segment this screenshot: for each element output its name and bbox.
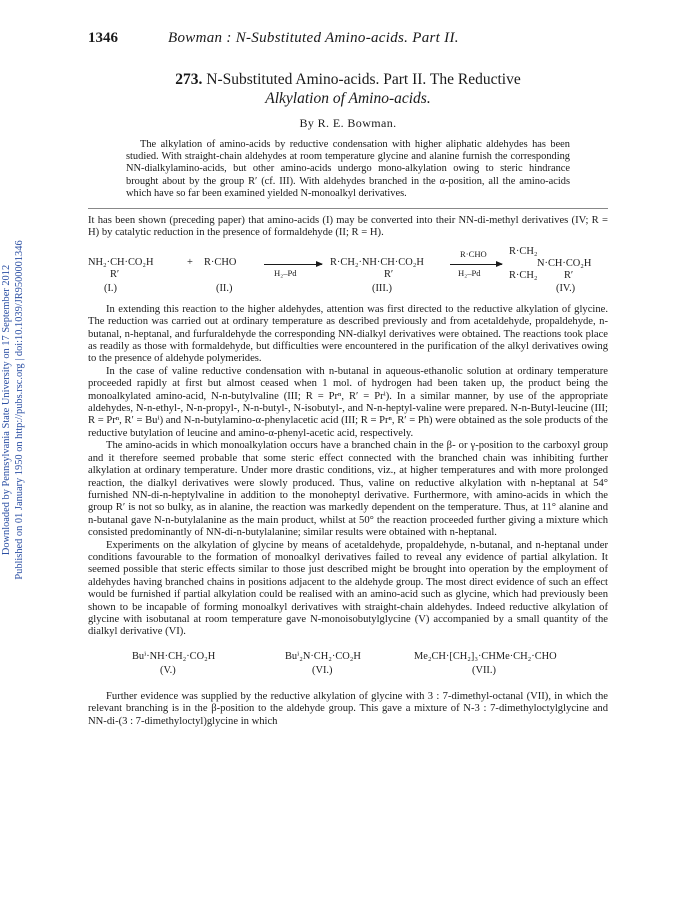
label-ii: (II.) bbox=[216, 282, 233, 294]
compound-ii: R·CHO bbox=[204, 256, 237, 268]
compound-iv-top: R·CH₂ bbox=[509, 245, 538, 257]
divider bbox=[88, 208, 608, 209]
catalyst-1: H₂–Pd bbox=[274, 267, 297, 278]
compound-iv-main: N·CH·CO₂H bbox=[537, 257, 592, 269]
article-number: 273. bbox=[175, 71, 203, 88]
paragraph-1: In extending this reaction to the higher aldehydes, attention was first directed to the reductive alkylation of glycine. The reduction was carried out at ordinary temperature as described previously and from acetaldehyde, propaldehyde, n-butanal, n-heptanal, and furfuraldehyde the corresponding NN-dialkyl derivatives were obtained. The reactions took place as readily as those with formaldehyde, but difficulties were encountered in the purification of the alkyl derivatives owing to the presence of aldehyde polymerides. bbox=[88, 303, 608, 365]
formulae-row bbox=[88, 645, 608, 685]
paragraph-4: Experiments on the alkylation of glycine by means of acetaldehyde, propaldehyde, n-butanal, and n-heptanal under conditions favourable to the formation of monoalkyl derivatives failed to reveal any evidence of partial alkylation. It seemed possible that steric effects similar to those just described might be brought into operation by the employment of aldehydes having branched chains in positions adjacent to the aldehyde group. The most direct evidence of such an effect would be furnished if partial alkylation could be realised with an amino-acid such as glycine, which had previously been shown to be incapable of forming monoalkyl derivatives with straight-chain aldehydes. Indeed reductive alkylation of glycine with isobutanal at room temperature gave N-monoisobutylglycine (V) accompanied by a small quantity of the dialkyl derivative (VI). bbox=[88, 539, 608, 638]
paragraph-5: Further evidence was supplied by the reductive alkylation of glycine with 3 : 7-dimethyl-octanal (VII), in which the relevant branching is in the β-position to the aldehyde group. This gave a mixture of N-3 : 7-dimethyloctylglycine and NN-di-(3 : 7-dimethyloctyl)glycine in which bbox=[88, 690, 608, 727]
reaction-arrow-1 bbox=[264, 264, 322, 265]
label-iv: (IV.) bbox=[556, 282, 576, 294]
compound-iv-substituent: R′ bbox=[564, 269, 574, 281]
plus-sign: + bbox=[187, 256, 193, 268]
reaction-arrow-2 bbox=[450, 264, 502, 265]
compound-iii-substituent: R′ bbox=[384, 268, 394, 280]
running-head bbox=[88, 30, 608, 56]
label-v: (V.) bbox=[160, 664, 176, 676]
download-watermark bbox=[0, 190, 42, 630]
formula-vi: Buⁱ₂N·CH₂·CO₂H bbox=[285, 650, 361, 662]
article-title-text-2: Alkylation of Amino-acids. bbox=[265, 90, 431, 107]
article-title-line-1 bbox=[88, 70, 608, 89]
publication-notice[interactable]: Published on 01 January 1950 on http://pubs.rsc.org | doi:10.1039/JR9500001346 bbox=[14, 240, 25, 580]
label-iii: (III.) bbox=[372, 282, 392, 294]
compound-iii: R·CH₂·NH·CH·CO₂H bbox=[330, 256, 424, 268]
intro-paragraph: It has been shown (preceding paper) that amino-acids (I) may be converted into their NN-di-methyl derivatives (IV; R = H) by catalytic reduction in the presence of formaldehyde (II; R = H). bbox=[88, 215, 608, 239]
catalyst-2: H₂–Pd bbox=[458, 267, 481, 278]
page-number: 1346 bbox=[88, 30, 118, 46]
label-i: (I.) bbox=[104, 282, 117, 294]
article-title-block bbox=[88, 70, 608, 131]
running-title: Bowman : N-Substituted Amino-acids. Part II. bbox=[168, 30, 459, 46]
formula-v: Buⁱ·NH·CH₂·CO₂H bbox=[132, 650, 216, 662]
article-title-line-2 bbox=[88, 89, 608, 108]
paragraph-2: In the case of valine reductive condensation with n-butanal in aqueous-ethanolic solution at ordinary temperature proceeded rapidly at first but almost ceased when 1 mol. of hydrogen had been taken up, the product being the monoalkylated amino-acid, N-n-butylvaline (III; R = Prⁿ, R′ = Prⁱ). In a similar manner, by use of the appropriate aldehydes, N-n-ethyl-, N-n-propyl-, N-n-butyl-, N-isobutyl-, and N-n-heptyl-valine were prepared. N-n-Butyl-leucine (III; R = Prⁿ, R′ = Buⁱ) and N-n-butylamino-α-phenylacetic acid (III; R = Prⁿ, R′ = Ph) were obtained as the sole products of the reductive butylation of leucine and amino-α-phenyl-acetic acid, respectively. bbox=[88, 365, 608, 439]
formula-vii: Me₂CH·[CH₂]₃·CHMe·CH₂·CHO bbox=[414, 650, 557, 662]
abstract bbox=[126, 139, 570, 200]
label-vi: (VI.) bbox=[312, 664, 333, 676]
reagent-2: R·CHO bbox=[460, 248, 487, 259]
label-vii: (VII.) bbox=[472, 664, 496, 676]
paragraph-3: The amino-acids in which monoalkylation occurs have a branched chain in the β- or γ-position to the carboxyl group and it therefore seemed probable that some steric effect connected with the branched chain was inhibiting further alkylation at ordinary temperature. Under more drastic conditions, viz., at higher temperatures and with more prolonged reaction, the dialkyl derivatives were slowly produced. Thus, valine on reductive alkylation with n-heptanal at 54° furnished NN-di-n-heptylvaline in addition to the monoheptyl derivative. Furthermore, with amino-acids in which the group R′ is not so bulky, as in alanine, the reaction was markedly dependent on the temperature. Thus, at 11° alanine and n-butanal gave N-n-butylalanine as the main product, whilst at 50° the reaction proceeded further giving a mixture which consisted predominantly of NN-di-n-butylalanine; similar results were obtained with n-heptanal. bbox=[88, 440, 608, 539]
compound-i-substituent: R′ bbox=[110, 268, 120, 280]
journal-page bbox=[88, 30, 608, 728]
author-line: By R. E. Bowman. bbox=[299, 116, 397, 130]
abstract-text: The alkylation of amino-acids by reductive condensation with higher aliphatic aldehydes has been studied. With straight-chain aldehydes at room temperature glycine and alanine furnish the corresponding NN-dialkylamino-acids, but other amino-acids undergo mono-alkylation owing to steric hindrance brought about by the group R′ (cf. III). With aldehydes branched in the α-position, all the amino-acids which have so far been examined yielded N-monoalkyl derivatives. bbox=[126, 139, 570, 199]
download-notice: Downloaded by Pennsylvania State University on 17 September 2012 bbox=[1, 264, 12, 556]
article-title-text: N-Substituted Amino-acids. Part II. The Reductive bbox=[206, 71, 521, 88]
body-text bbox=[88, 215, 608, 728]
reaction-scheme bbox=[88, 244, 608, 296]
compound-iv-bottom: R·CH₂ bbox=[509, 269, 538, 281]
compound-i: NH₂·CH·CO₂H bbox=[88, 256, 154, 268]
